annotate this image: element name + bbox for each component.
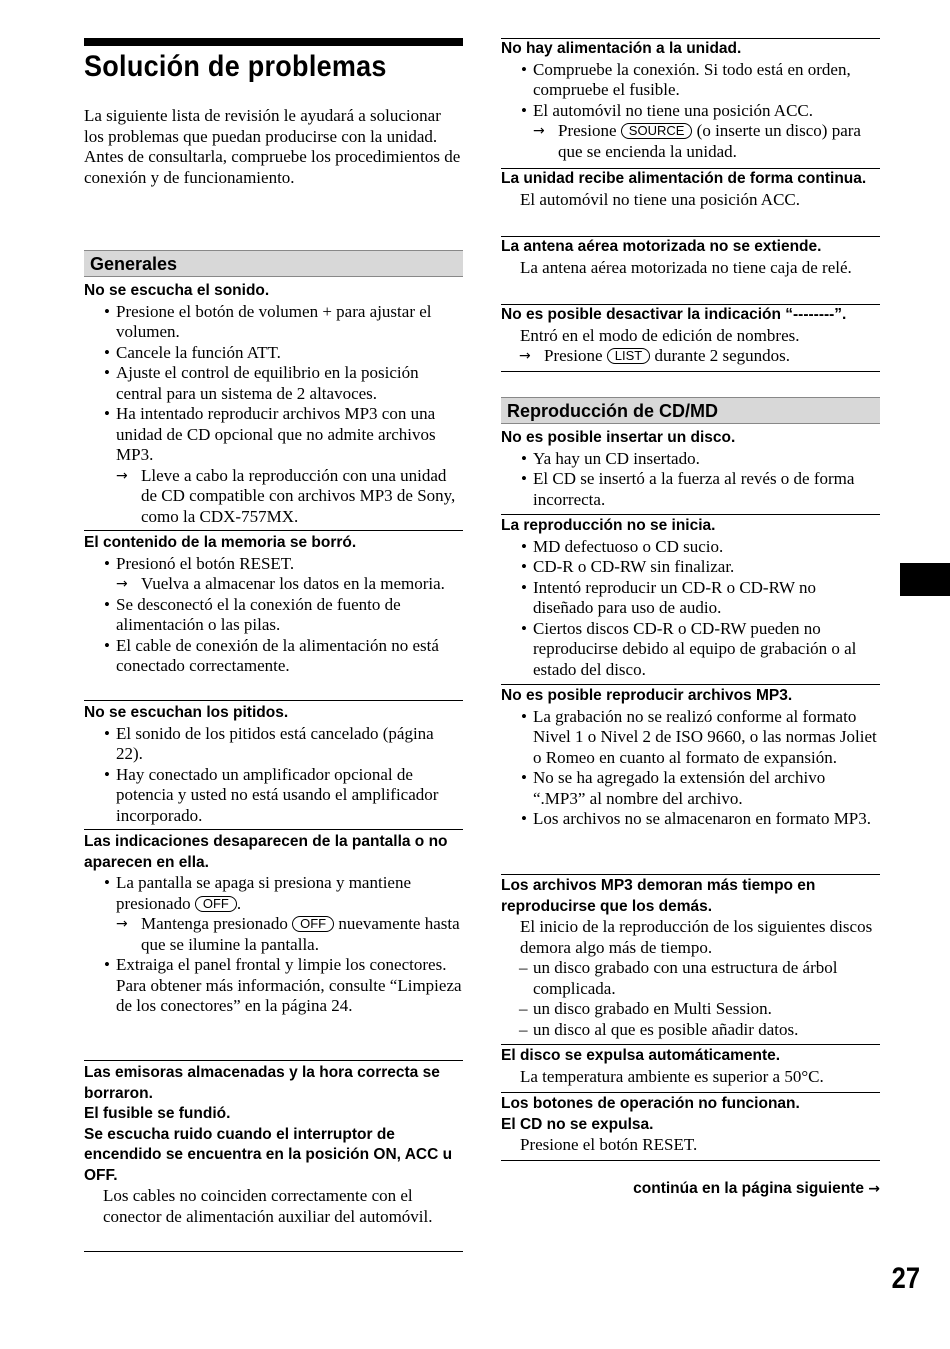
issue-question: No es posible insertar un disco.: [501, 429, 736, 446]
issue-mp3-slow: [501, 876, 880, 1045]
section-heading-cdmd: Reproducción de CD/MD: [501, 397, 880, 424]
issue-question: El fusible se fundió.: [84, 1105, 231, 1122]
remedy-item: → Presione LIST durante 2 segundos.: [519, 346, 791, 365]
issue-question: El disco se expulsa automáticamente.: [501, 1047, 781, 1064]
remedy-item: → Vuelva a almacenar los datos en la memoria.: [116, 574, 445, 593]
issue-no-power: [501, 38, 880, 169]
bullet-item: • Presionó el botón RESET.: [84, 554, 463, 575]
issue-question: No hay alimentación a la unidad.: [501, 40, 742, 57]
bullet-item: • Los archivos no se almacenaron en formato MP3.: [501, 809, 880, 830]
arrow-icon: →: [116, 467, 128, 484]
issue-continuous-power: [501, 169, 880, 237]
off-key-icon: OFF: [195, 896, 237, 912]
arrow-icon: →: [519, 348, 531, 364]
bullet-item: • Se desconectó el la conexión de fuento de alimentación o las pilas.: [84, 595, 463, 636]
issue-auto-eject: [501, 1046, 880, 1093]
issue-question: Se escucha ruido cuando el interruptor de encendido se encuentra en la posición ON, ACC u OFF.: [84, 1125, 453, 1184]
issue-question: No es posible reproducir archivos MP3.: [501, 687, 793, 704]
bullet-item: • La grabación no se realizó conforme al formato Nivel 1 o Nivel 2 de ISO 9660, o las normas Joliet o Romeo en cuanto al formato de expansión.: [501, 707, 880, 769]
issue-indication: [501, 305, 880, 372]
issue-no-beeps: [84, 703, 463, 830]
issue-answer: Entró en el modo de edición de nombres.: [520, 325, 800, 345]
bullet-item: • Extraiga el panel frontal y limpie los conectores. Para obtener más información, consulte “Limpieza de los conectores” en la página 24.: [84, 955, 463, 1017]
arrow-icon: →: [116, 916, 128, 932]
title-rule: [84, 38, 463, 46]
source-key-icon: SOURCE: [621, 123, 693, 139]
page-number: 27: [891, 1262, 920, 1295]
issue-question: No es posible desactivar la indicación “--------”.: [501, 306, 847, 323]
issue-question: Los archivos MP3 demoran más tiempo en reproducirse que los demás.: [501, 877, 816, 915]
issue-no-sound: [84, 281, 463, 531]
bullet-item: • El cable de conexión de la alimentación no está conectado correctamente.: [84, 636, 463, 677]
bullet-item: • Ajuste el control de equilibrio en la posición central para un sistema de 2 altavoces.: [84, 363, 463, 404]
bullet-item: • Cancele la función ATT.: [84, 343, 463, 364]
bullet-item: • Compruebe la conexión. Si todo está en orden, compruebe el fusible.: [501, 60, 880, 101]
issue-question: El contenido de la memoria se borró.: [84, 534, 357, 551]
arrow-icon: →: [868, 1181, 880, 1197]
bullet-item: • Ya hay un CD insertado.: [501, 449, 880, 470]
chapter-tab: [900, 563, 950, 596]
issue-question: La antena aérea motorizada no se extiende.: [501, 238, 822, 255]
remedy-item: → Presione SOURCE (o inserte un disco) para que se encienda la unidad.: [533, 121, 861, 161]
list-key-icon: LIST: [607, 348, 650, 364]
section-heading-generales: Generales: [84, 250, 463, 277]
bullet-item: • El sonido de los pitidos está cancelado (página 22).: [84, 724, 463, 765]
dash-item: – un disco al que es posible añadir datos.: [501, 1020, 880, 1041]
continued-note: continúa en la página siguiente →: [633, 1180, 880, 1197]
issue-display: [84, 832, 463, 1061]
issue-question: Las emisoras almacenadas y la hora correcta se borraron.: [84, 1064, 440, 1102]
bullet-item: • MD defectuoso o CD sucio.: [501, 537, 880, 558]
issue-answer: El automóvil no tiene una posición ACC.: [520, 189, 801, 209]
arrow-icon: →: [116, 576, 128, 592]
issue-answer: La antena aérea motorizada no tiene caja de relé.: [520, 257, 852, 277]
remedy-item: → Lleve a cabo la reproducción con una unidad de CD compatible con archivos MP3 de Sony, como la CDX-757MX.: [116, 465, 456, 526]
issue-question: La unidad recibe alimentación de forma continua.: [501, 170, 867, 187]
issue-answer: Los cables no coinciden correctamente con el conector de alimentación auxiliar del automóvil.: [103, 1186, 433, 1226]
issue-antenna: [501, 237, 880, 305]
issue-stations-fuse-noise: [84, 1063, 463, 1252]
bullet-item: • El CD se insertó a la fuerza al revés o de forma incorrecta.: [501, 469, 880, 510]
issue-answer: Presione el botón RESET.: [520, 1135, 698, 1154]
issue-playback-not-start: [501, 516, 880, 685]
dash-item: – un disco grabado con una estructura de árbol complicada.: [501, 958, 880, 999]
issue-question: No se escucha el sonido.: [84, 282, 270, 299]
bullet-item: • Ciertos discos CD-R o CD-RW pueden no reproducirse debido al equipo de grabación o al estado del disco.: [501, 619, 880, 681]
issue-buttons: [501, 1094, 880, 1161]
intro-paragraph: La siguiente lista de revisión le ayudará a solucionar los problemas que puedan producirse con la unidad. Antes de consultarla, compruebe los procedimientos de conexión y de funcionamiento.: [84, 106, 461, 187]
issue-mp3-not-play: [501, 686, 880, 875]
bullet-item: • Presione el botón de volumen + para ajustar el volumen.: [84, 302, 463, 343]
off-key-icon: OFF: [292, 916, 334, 932]
issue-question: Las indicaciones desaparecen de la pantalla o no aparecen en ella.: [84, 833, 448, 871]
issue-question: No se escuchan los pitidos.: [84, 704, 289, 721]
bullet-item: • Ha intentado reproducir archivos MP3 con una unidad de CD opcional que no admite archivos MP3.: [84, 404, 463, 466]
issue-cannot-insert: [501, 428, 880, 515]
page-title: Solución de problemas: [84, 50, 387, 83]
issue-memory-erased: [84, 533, 463, 701]
bullet-item: • Intentó reproducir un CD-R o CD-RW no diseñado para uso de audio.: [501, 578, 880, 619]
remedy-item: → Mantenga presionado OFF nuevamente hasta que se ilumine la pantalla.: [116, 914, 460, 954]
bullet-item: • No se ha agregado la extensión del archivo “.MP3” al nombre del archivo.: [501, 768, 880, 809]
issue-question: La reproducción no se inicia.: [501, 517, 716, 534]
bullet-item: • El automóvil no tiene una posición ACC.: [501, 101, 880, 122]
dash-item: – un disco grabado en Multi Session.: [501, 999, 880, 1020]
issue-answer: El inicio de la reproducción de los siguientes discos demora algo más de tiempo.: [520, 917, 873, 957]
bullet-item: • La pantalla se apaga si presiona y mantiene presionado OFF .: [84, 873, 463, 914]
issue-answer: La temperatura ambiente es superior a 50°C.: [520, 1066, 824, 1086]
bullet-item: • Hay conectado un amplificador opcional de potencia y usted no está usando el amplificador incorporado.: [84, 765, 463, 827]
issue-question: Los botones de operación no funcionan.: [501, 1095, 800, 1112]
issue-question: El CD no se expulsa.: [501, 1115, 654, 1133]
arrow-icon: →: [533, 123, 545, 139]
bullet-item: • CD-R o CD-RW sin finalizar.: [501, 557, 880, 578]
